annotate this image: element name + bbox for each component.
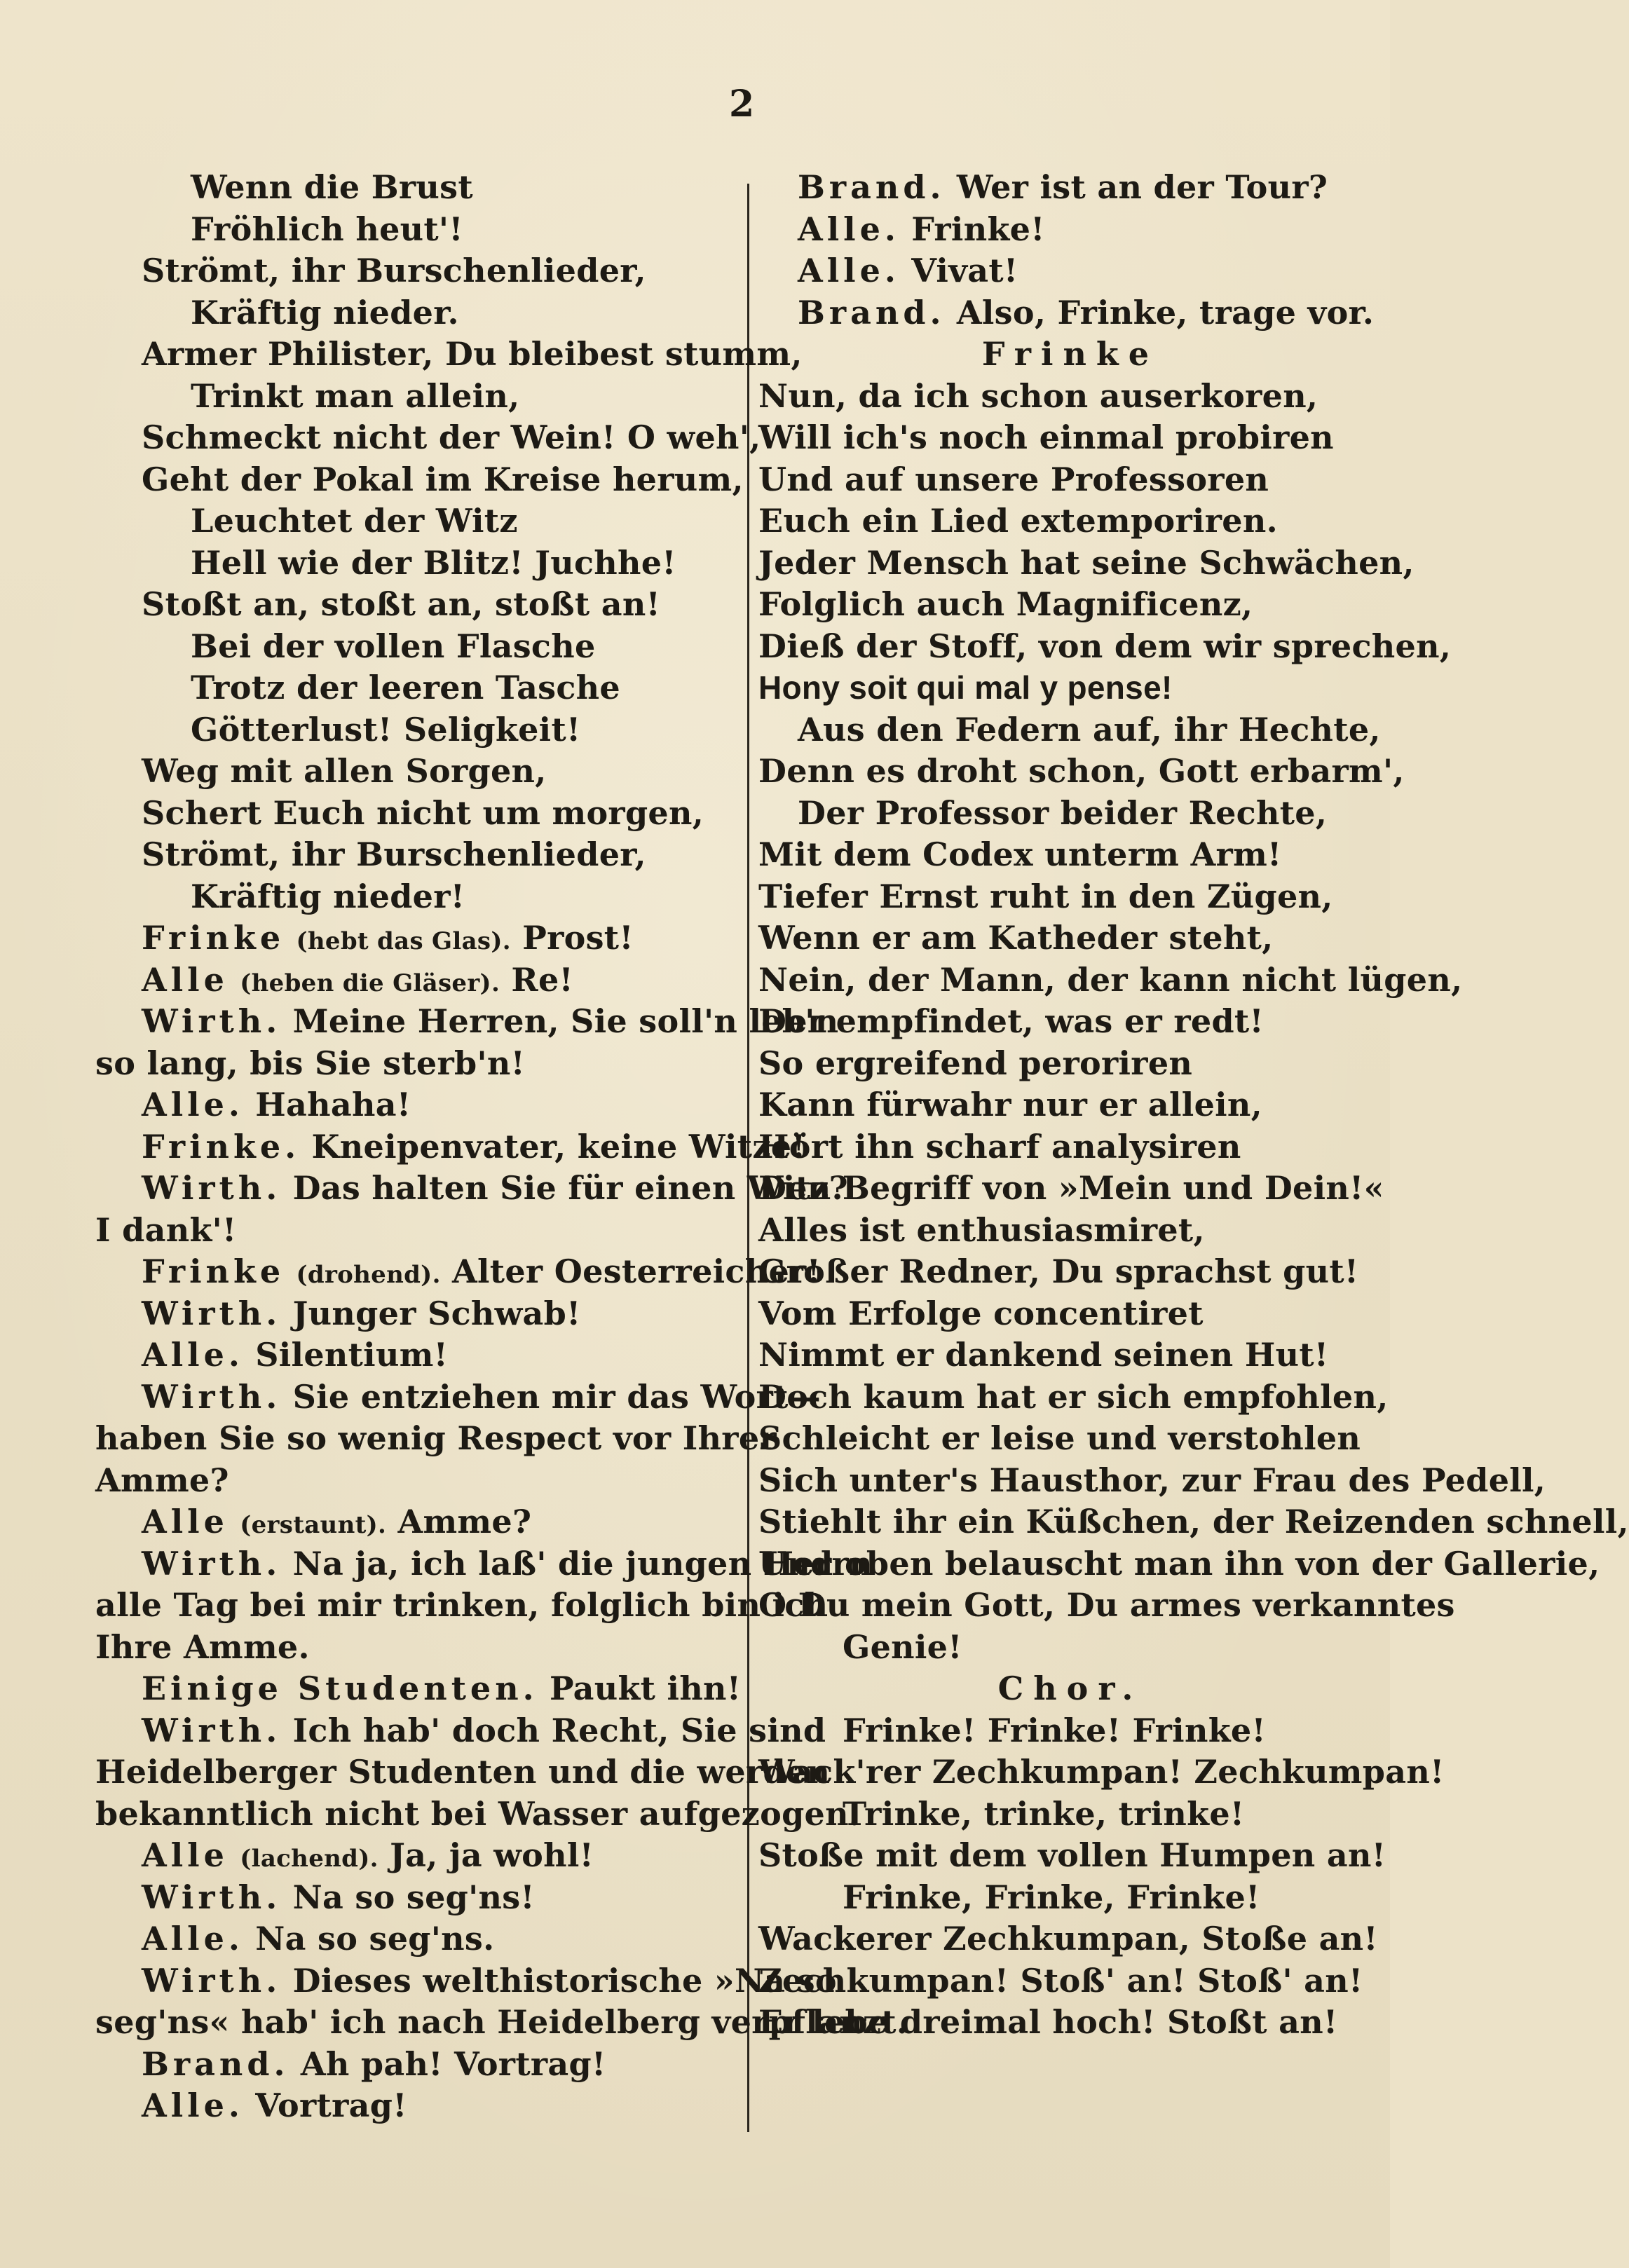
text-line [758,250,1382,292]
text-line [758,459,1382,501]
line-text: Geht der Pokal im Kreise herum, [142,460,744,498]
line-text: Kann fürwahr nur er allein, [758,1086,1262,1123]
text-line [758,751,1405,793]
line-text: Weg mit allen Sorgen, [142,752,547,790]
line-text: Silentium! [255,1336,449,1374]
text-line [95,1794,861,1836]
line-text: Re! [511,960,574,999]
line-text: Nun, da ich schon auserkoren, [758,376,1318,415]
line-text: Alles ist enthusiasmiret, [758,1210,1205,1249]
line-text: Bei der vollen Flasche [191,627,596,665]
speaker-name: Frinke. [142,1127,301,1166]
line-text: Frinke! [911,210,1045,248]
line-text: Ich hab' doch Recht, Sie sind [292,1711,826,1749]
text-line [95,542,733,585]
stage-direction: (heben die Gläser). [240,969,500,997]
line-text: Na so seg'ns. [255,1920,495,1958]
line-text: alle Tag bei mir trinken, folglich bin ich [95,1586,829,1624]
line-text: haben Sie so wenig Respect vor Ihrer [95,1419,777,1457]
line-text: Schleicht er leise und verstohlen [758,1419,1361,1457]
text-line [758,1585,1455,1627]
text-line [95,1501,733,1543]
text-line [95,876,733,918]
text-line [95,292,733,334]
text-line [95,417,761,459]
text-line [95,1960,837,2002]
line-text: Euch ein Lied extemporiren. [758,502,1278,540]
line-text: Hahaha! [255,1086,411,1123]
line-text: Vom Erfolge concentiret [758,1294,1204,1332]
stage-direction: (drohend). [296,1261,441,1289]
line-text: Und auf unsere Professoren [758,460,1269,498]
text-line [95,1627,733,1669]
text-line [95,584,733,626]
text-line [95,1043,733,1085]
text-line [758,1501,1629,1543]
line-text: Kräftig nieder! [191,877,465,915]
line-text: Hört ihn scharf analysiren [758,1127,1241,1166]
text-line [95,1168,848,1210]
text-line [758,1210,1382,1252]
line-text: Frinke, Frinke, Frinke! [843,1878,1260,1916]
text-line [95,959,733,1002]
line-text: Aus den Federn auf, ihr Hechte, [798,710,1381,749]
line-text: Strömt, ihr Burschenlieder, [142,252,646,289]
text-line [95,1751,831,1794]
line-text: Frinke! Frinke! Frinke! [843,1711,1266,1749]
section-heading: Chor. [997,1669,1143,1707]
line-text: Trinke, trinke, trinke! [843,1794,1245,1833]
text-line [95,250,733,292]
text-line [758,167,1382,209]
speaker-name: Brand. [798,293,946,332]
line-text: Also, Frinke, trage vor. [956,293,1375,332]
line-text: Großer Redner, Du sprachst gut! [758,1252,1359,1290]
text-line [758,1710,1382,1752]
line-text: Das halten Sie für einen Witz? [292,1169,848,1207]
line-text: Armer Philister, Du bleibest stumm, [142,335,803,373]
text-line [758,2002,1382,2044]
line-text: Ihre Amme. [95,1627,310,1666]
text-line [95,751,733,793]
line-text: Jeder Mensch hat seine Schwächen, [758,543,1415,582]
text-line [95,1210,733,1252]
text-line [95,626,733,668]
speaker-name: Alle. [142,2086,244,2124]
text-line [758,1460,1546,1502]
text-line [758,1627,1382,1669]
text-line [95,2085,733,2127]
line-text: Fröhlich heut'! [191,210,463,248]
text-line [758,793,1382,835]
text-line [758,667,1382,709]
text-line [95,1543,873,1585]
text-line [758,709,1382,751]
speaker-name: Wirth. [142,1294,282,1332]
text-line [758,917,1382,959]
text-line [758,1293,1382,1335]
line-text: Schmeckt nicht der Wein! O weh', [142,418,761,456]
text-line [758,1794,1382,1836]
text-line [95,667,733,709]
line-text: Götterlust! Seligkeit! [191,710,581,749]
line-text: Will ich's noch einmal probiren [758,418,1334,456]
text-line [758,584,1382,626]
text-line [95,1001,839,1043]
speaker-name: Frinke [142,1252,285,1290]
line-text: Trotz der leeren Tasche [191,669,620,706]
stage-direction: (lachend). [240,1845,379,1873]
line-text: Der empfindet, was er redt! [758,1002,1264,1040]
text-line [758,1126,1382,1168]
line-text: Er lebe dreimal hoch! Stoßt an! [758,2003,1338,2041]
text-line [95,1877,733,1919]
line-text: Leuchtet der Witz [191,502,518,540]
speaker-name: Alle. [798,210,900,248]
line-text: Folglich auch Magnificenz, [758,585,1253,623]
line-text: Denn es droht schon, Gott erbarm', [758,752,1405,790]
text-line [758,542,1415,585]
text-line [95,167,733,209]
text-line [758,292,1382,334]
line-text: Heidelberger Studenten und die werden [95,1753,831,1791]
text-line [758,1918,1382,1960]
text-line [758,417,1382,459]
speaker-name: Wirth. [142,1002,282,1040]
speaker-name: Alle. [142,1086,244,1123]
line-text: I dank'! [95,1210,237,1249]
line-text: Wackerer Zechkumpan, Stoße an! [758,1920,1378,1958]
speaker-name: Wirth. [142,1711,282,1749]
line-text: Wack'rer Zechkumpan! Zechkumpan! [758,1753,1445,1791]
line-text: Vivat! [911,252,1018,289]
line-text: Mit dem Codex unterm Arm! [758,835,1282,873]
text-line [758,876,1382,918]
text-line [95,1418,777,1460]
line-text: Ja, ja wohl! [390,1836,594,1874]
speaker-name: Alle [142,960,229,999]
line-text: Ah pah! Vortrag! [300,2044,606,2083]
line-text: Amme? [397,1503,532,1541]
line-text: Na so seg'ns! [292,1878,535,1916]
text-line [95,1668,742,1710]
line-text: Den Begriff von »Mein und Dein!« [758,1169,1384,1207]
line-text: Meine Herren, Sie soll'n leb'n [292,1002,839,1040]
text-line [758,1960,1382,2002]
line-text: Nimmt er dankend seinen Hut! [758,1336,1329,1374]
text-line [758,1084,1382,1126]
text-line [758,1001,1382,1043]
text-line [758,1751,1445,1794]
text-line [758,959,1463,1002]
stage-direction: (erstaunt). [240,1511,387,1539]
line-text: Prost! [522,919,634,957]
line-text: Vortrag! [255,2086,407,2124]
speaker-name: Alle [142,1503,229,1541]
line-text: Na ja, ich laß' die jungen Herrn [292,1544,873,1583]
line-text: seg'ns« hab' ich nach Heidelberg verpflanzt. [95,2003,908,2041]
speaker-name: Einige Studenten. [142,1669,538,1707]
speaker-name: Brand. [798,168,946,206]
text-line [758,1835,1386,1877]
text-line [758,1251,1382,1293]
line-text: Kneipenvater, keine Witze! [311,1127,806,1166]
speaker-name: Brand. [142,2044,289,2083]
line-text: Strömt, ihr Burschenlieder, [142,835,646,873]
speaker-name: Alle. [142,1920,244,1958]
line-text: Alter Oesterreicher! [452,1252,822,1290]
text-line [758,209,1382,251]
speaker-name: Wirth. [142,1377,282,1416]
line-text: Wenn die Brust [191,168,473,206]
text-line [758,834,1382,876]
text-line [95,1460,733,1502]
text-line [95,1084,733,1126]
line-text: Stoßt an, stoßt an, stoßt an! [142,585,661,623]
text-line [95,1710,826,1752]
section-heading: Frinke [981,335,1159,373]
speaker-name: Wirth. [142,1961,282,2000]
line-text: Doch kaum hat er sich empfohlen, [758,1377,1389,1416]
line-text: Genie! [843,1627,962,1666]
line-text: Schert Euch nicht um morgen, [142,793,704,832]
text-line [95,500,733,542]
line-text: O Du mein Gott, Du armes verkanntes [758,1586,1455,1624]
speaker-name: Frinke [142,919,285,957]
text-line [95,334,803,376]
text-line [95,834,733,876]
text-line [758,500,1382,542]
text-line [95,1376,822,1419]
line-text: Sie entziehen mir das Wort— [292,1377,822,1416]
text-line [95,209,733,251]
right-text-column [758,167,1629,2044]
line-text: Tiefer Ernst ruht in den Zügen, [758,877,1333,915]
line-text: Und oben belauscht man ihn von der Gallerie, [758,1544,1600,1583]
line-text: Nein, der Mann, der kann nicht lügen, [758,960,1463,999]
speaker-name: Alle. [798,252,900,289]
text-line [95,1835,733,1877]
text-line [758,1877,1382,1919]
line-text: Wenn er am Katheder steht, [758,919,1274,957]
text-line [95,1334,733,1376]
text-line [95,1585,829,1627]
line-text: Hell wie der Blitz! Juchhe! [191,543,676,582]
line-text: so lang, bis Sie sterb'n! [95,1044,526,1082]
speaker-name: Wirth. [142,1878,282,1916]
text-line [758,1543,1600,1585]
text-line [95,1918,733,1960]
text-line [758,1334,1382,1376]
line-text: Paukt ihn! [550,1669,742,1707]
text-line [95,709,733,751]
line-text: Kräftig nieder. [191,293,459,332]
line-text: Junger Schwab! [292,1294,581,1332]
speaker-name: Wirth. [142,1544,282,1583]
text-line [95,917,733,959]
text-line [95,1293,733,1335]
text-line [95,376,733,418]
line-text: Der Professor beider Rechte, [798,793,1328,832]
text-line [95,2002,908,2044]
line-text: Wer ist an der Tour? [956,168,1328,206]
line-text: Sich unter's Hausthor, zur Frau des Pedell, [758,1461,1546,1499]
speaker-name: Alle [142,1836,229,1874]
line-text: Stiehlt ihr ein Küßchen, der Reizenden schnell, [758,1503,1629,1541]
line-text: So ergreifend peroriren [758,1044,1193,1082]
line-text: Trinkt man allein, [191,376,520,415]
line-text: Dieß der Stoff, von dem wir sprechen, [758,627,1452,665]
stage-direction: (hebt das Glas). [296,927,511,955]
line-text: Amme? [95,1461,229,1499]
text-line [758,1376,1389,1419]
text-line [95,1251,822,1293]
text-line [758,1043,1382,1085]
line-text: Zechkumpan! Stoß' an! Stoß' an! [758,1961,1363,2000]
speaker-name: Wirth. [142,1169,282,1207]
text-line [758,376,1382,418]
text-line [95,2044,733,2086]
text-line [95,459,744,501]
text-line [758,1168,1382,1210]
page-number: 2 [729,83,755,125]
text-line [758,1418,1382,1460]
text-line [95,1126,806,1168]
line-text: bekanntlich nicht bei Wasser aufgezogen. [95,1794,861,1833]
line-text: Dieses welthistorische »Na so [292,1961,837,2000]
latin-text: Hony soit qui mal y pense! [758,669,1173,706]
line-text: Stoße mit dem vollen Humpen an! [758,1836,1386,1874]
text-line [758,626,1452,668]
text-line [95,793,733,835]
speaker-name: Alle. [142,1336,244,1374]
